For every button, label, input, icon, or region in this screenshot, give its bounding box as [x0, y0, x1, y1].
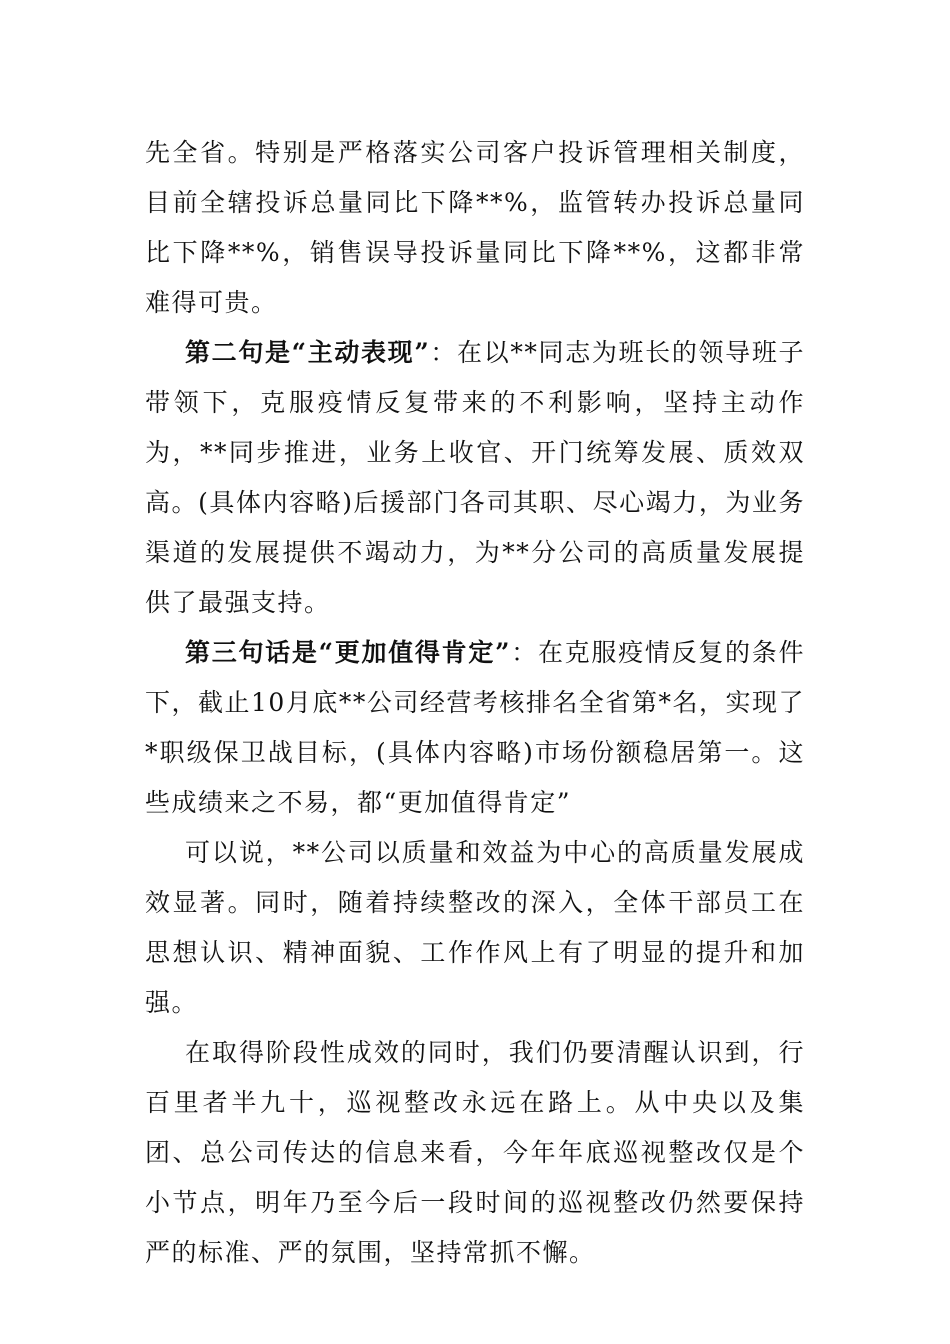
paragraph-text: ：在克服疫情反复的条件下，截止10月底**公司经营考核排名全省第*名，实现了*职级保卫战目标，(具体内容略)市场份额稳居第一。这些成绩来之不易，都“更加值得肯定” — [145, 638, 805, 817]
paragraph-text: 在取得阶段性成效的同时，我们仍要清醒认识到，行百里者半九十，巡视整改永远在路上。从中央以及集团、总公司传达的信息来看，今年年底巡视整改仅是个小节点，明年乃至今后一段时间的巡视整改仍然要保持严的标准、严的氛围，坚持常抓不懈。 — [145, 1038, 805, 1267]
paragraph-second-sentence — [145, 328, 805, 628]
paragraph-lead: 第二句是“主动表现” — [185, 338, 431, 367]
paragraph-text: 可以说，**公司以质量和效益为中心的高质量发展成效显著。同时，随着持续整改的深入，全体干部员工在思想认识、精神面貌、工作作风上有了明显的提升和加强。 — [145, 838, 805, 1017]
paragraph-continuation — [145, 128, 805, 328]
paragraph-outlook — [145, 1028, 805, 1278]
paragraph-third-sentence — [145, 628, 805, 828]
paragraph-lead: 第三句话是“更加值得肯定” — [185, 638, 511, 667]
paragraph-text: ：在以**同志为班长的领导班子带领下，克服疫情反复带来的不利影响，坚持主动作为，**同步推进，业务上收官、开门统筹发展、质效双高。(具体内容略)后援部门各司其职、尽心竭力，为业务渠道的发展提供不竭动力，为**分公司的高质量发展提供了最强支持。 — [145, 338, 805, 617]
paragraph-summary — [145, 828, 805, 1028]
paragraph-text: 先全省。特别是严格落实公司客户投诉管理相关制度，目前全辖投诉总量同比下降**%，监管转办投诉总量同比下降**%，销售误导投诉量同比下降**%，这都非常难得可贵。 — [145, 138, 805, 317]
document-body — [145, 128, 805, 1278]
